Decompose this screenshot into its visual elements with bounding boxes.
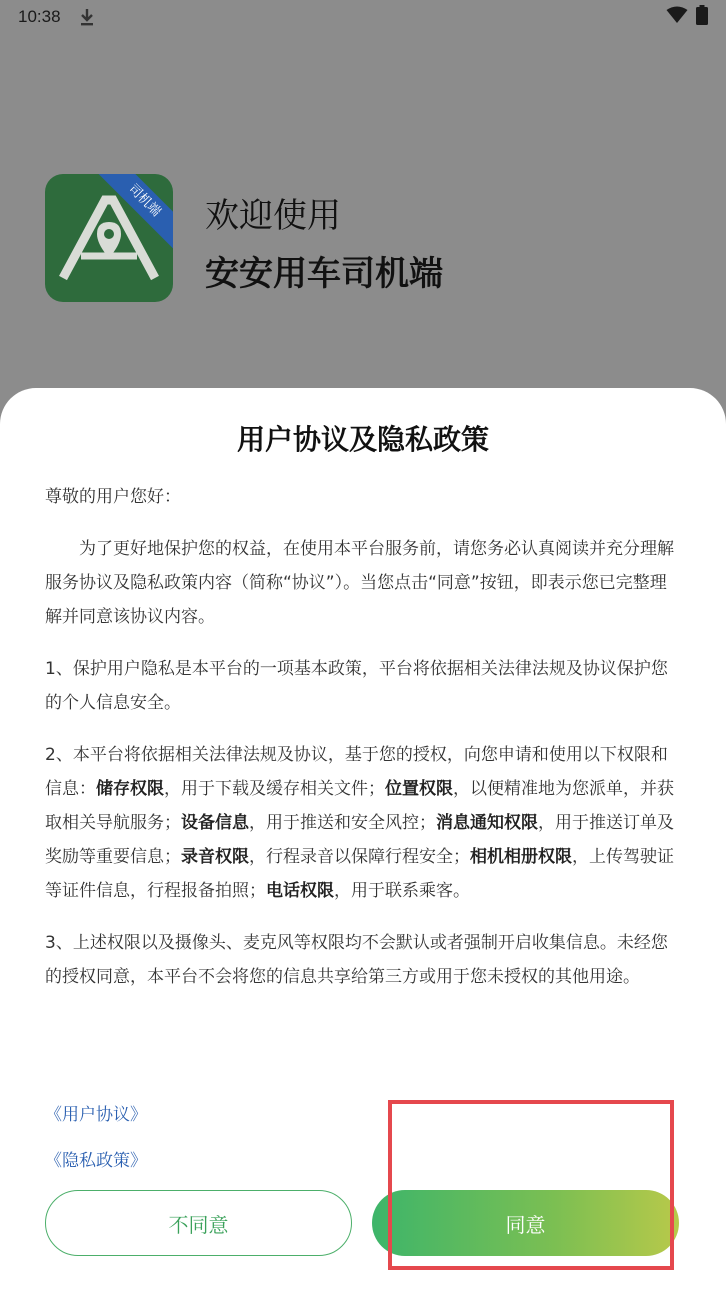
storage-permission-desc: ，用于下载及缓存相关文件； [164,779,385,799]
dialog-title: 用户协议及隐私政策 [236,423,489,456]
intro-paragraph: 为了更好地保护您的权益，在使用本平台服务前，请您务必认真阅读并充分理解服务协议及隐私政策内容（简称“协议”）。当您点击“同意”按钮，即表示您已完整理解并同意该协议内容。 [45,539,674,627]
agreement-dialog [0,388,726,1290]
record-permission-desc: ，行程录音以保障行程安全； [249,847,470,867]
agree-button[interactable]: 同意 [372,1190,679,1256]
privacy-policy-link[interactable]: 《隐私政策》 [45,1151,147,1171]
camera-permission-desc: ，上传驾驶证等证件信息，行程报备拍照； [45,847,674,901]
user-agreement-link[interactable]: 《用户协议》 [45,1105,147,1125]
item-2-prefix: 2、本平台将依据相关法律法规及协议，基于您的授权，向您申请和使用以下权限和信息： [45,745,668,799]
wifi-icon [666,6,688,28]
phone-permission-label: 电话权限 [266,881,334,901]
app-name: 安安用车司机端 [205,254,443,294]
status-time: 10:38 [18,7,61,26]
dialog-body [45,480,681,1012]
download-icon [79,7,95,27]
logo-badge: 司机端 [96,174,173,249]
status-bar [0,0,726,34]
storage-permission-label: 储存权限 [96,779,164,799]
device-info-desc: ，用于推送和安全风控； [249,813,436,833]
notify-permission-desc: ，用于推送订单及奖励等重要信息； [45,813,674,867]
greeting-text: 尊敬的用户您好： [45,487,181,507]
disagree-button[interactable]: 不同意 [45,1190,352,1256]
phone-permission-desc: ，用于联系乘客。 [334,881,470,901]
status-right [666,5,708,29]
welcome-text: 欢迎使用 [205,196,341,236]
item-3-paragraph: 3、上述权限以及摄像头、麦克风等权限均不会默认或者强制开启收集信息。未经您的授权同意，本平台不会将您的信息共享给第三方或用于您未授权的其他用途。 [45,933,668,987]
camera-permission-label: 相机相册权限 [470,847,572,867]
location-permission-label: 位置权限 [385,779,453,799]
record-permission-label: 录音权限 [181,847,249,867]
item-2-paragraph [45,738,681,908]
device-info-label: 设备信息 [181,813,249,833]
app-logo [45,174,173,302]
battery-icon [696,5,708,29]
notify-permission-label: 消息通知权限 [436,813,538,833]
location-permission-desc: ，以便精准地为您派单，并获取相关导航服务； [45,779,674,833]
item-1-paragraph: 1、保护用户隐私是本平台的一项基本政策，平台将依据相关法律法规及协议保护您的个人信息安全。 [45,659,668,713]
